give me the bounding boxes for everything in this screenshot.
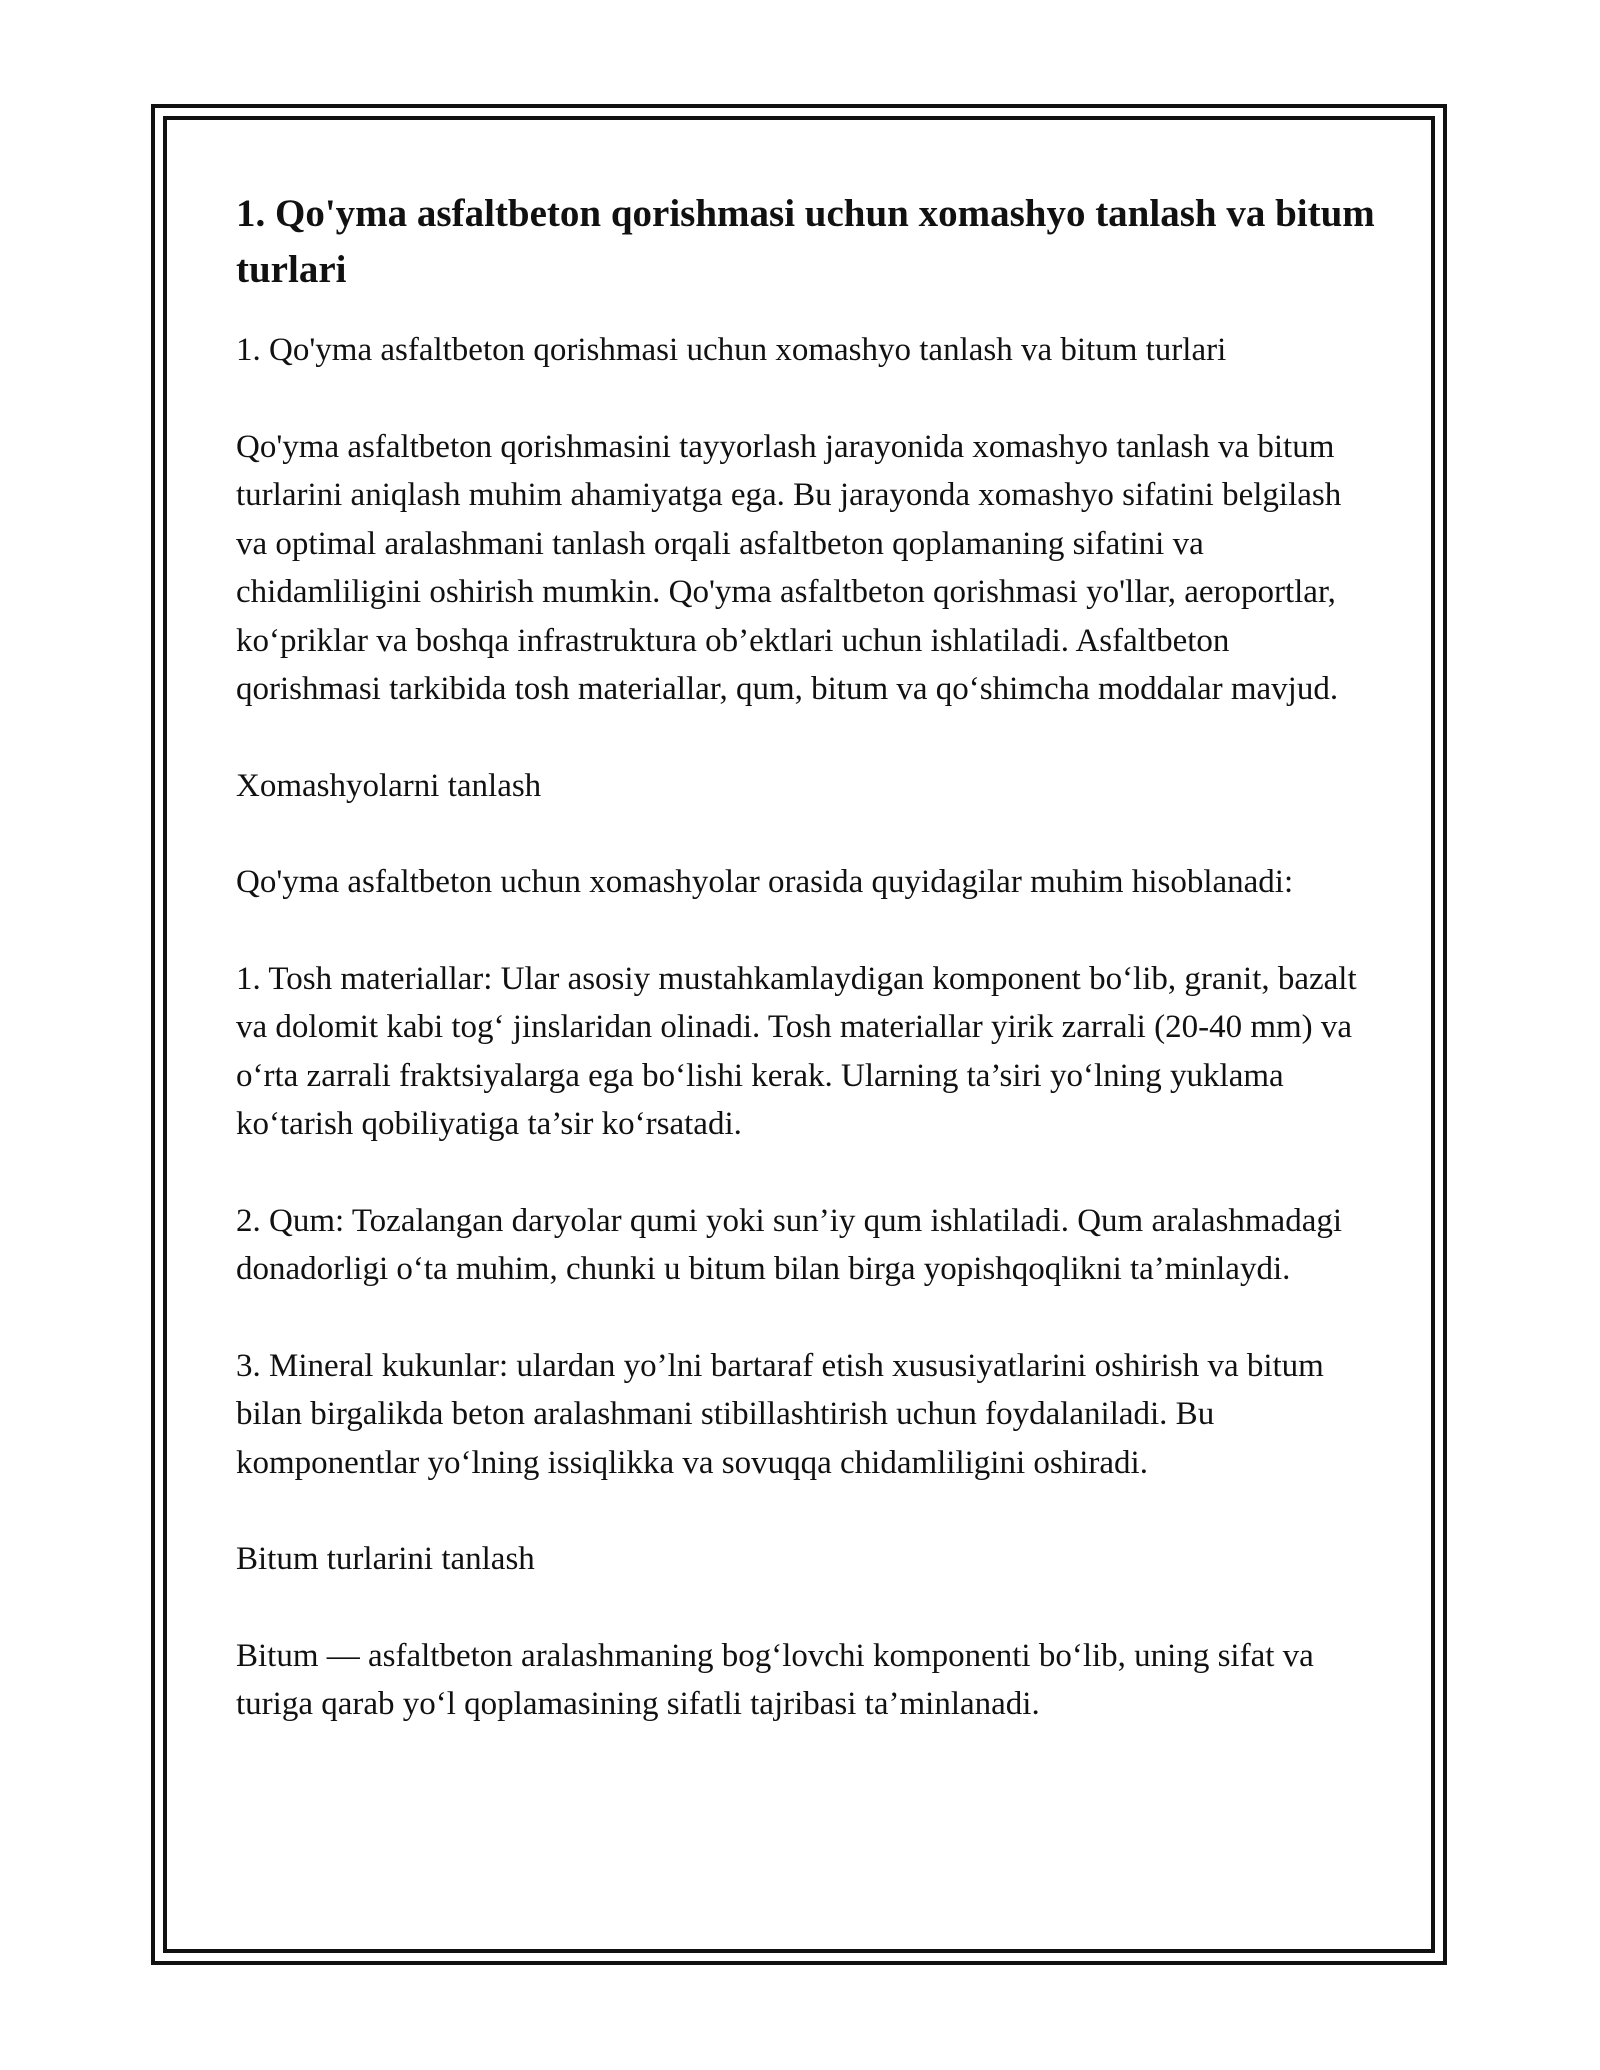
paragraph-title-repeat: 1. Qo'yma asfaltbeton qorishmasi uchun xomashyo tanlash va bitum turlari xyxy=(236,332,1227,368)
list-item-sand: 2. Qum: Tozalangan daryolar qumi yoki sun’iy qum ishlatiladi. Qum aralashmadagi donadorligi o‘ta muhim, chunki u bitum bilan birga yopishqoqlikni ta’minlaydi. xyxy=(236,1202,1343,1287)
paragraph-raw-materials-lead: Qo'yma asfaltbeton uchun xomashyolar orasida quyidagilar muhim hisoblanadi: xyxy=(236,864,1294,900)
section-heading-raw-materials: Xomashyolarni tanlash xyxy=(236,767,542,804)
section-heading-bitumen-types: Bitum turlarini tanlash xyxy=(236,1541,535,1577)
document-heading: 1. Qo'yma asfaltbeton qorishmasi uchun xomashyo tanlash va bitum turlari xyxy=(236,192,1375,291)
list-item-stone-materials: 1. Tosh materiallar: Ular asosiy mustahkamlaydigan komponent bo‘lib, granit, bazalt va dolomit kabi tog‘ jinslaridan olinadi. Tosh materiallar yirik zarrali (20-40 mm) va o‘rta zarrali fraktsiyalarga ega bo‘lishi kerak. Ularning ta’siri yo‘lning yuklama ko‘tarish qobiliyatiga ta’sir ko‘rsatadi. xyxy=(236,960,1357,1142)
paragraph-bitumen: Bitum — asfaltbeton aralashmaning bog‘lovchi komponenti bo‘lib, uning sifat va turiga qarab yo‘l qoplamasining sifatli tajribasi ta’minlanadi. xyxy=(236,1637,1314,1722)
document-body xyxy=(236,186,1376,1777)
paragraph-intro: Qo'yma asfaltbeton qorishmasini tayyorlash jarayonida xomashyo tanlash va bitum turlarini aniqlash muhim ahamiyatga ega. Bu jarayonda xomashyo sifatini belgilash va optimal aralashmani tanlash orqali asfaltbeton qoplamaning sifatini va chidamliligini oshirish mumkin. Qo'yma asfaltbeton qorishmasi yo'llar, aeroportlar, ko‘priklar va boshqa infrastruktura ob’ektlari uchun ishlatiladi. Asfaltbeton qorishmasi tarkibida tosh materiallar, qum, bitum va qo‘shimcha moddalar mavjud. xyxy=(236,428,1342,707)
list-item-mineral-powders: 3. Mineral kukunlar: ulardan yo’lni bartaraf etish xususiyatlarini oshirish va bitum bilan birgalikda beton aralashmani stibillashtirish uchun foydalaniladi. Bu komponentlar yo‘lning issiqlikka va sovuqqa chidamliligini oshiradi. xyxy=(236,1347,1324,1481)
